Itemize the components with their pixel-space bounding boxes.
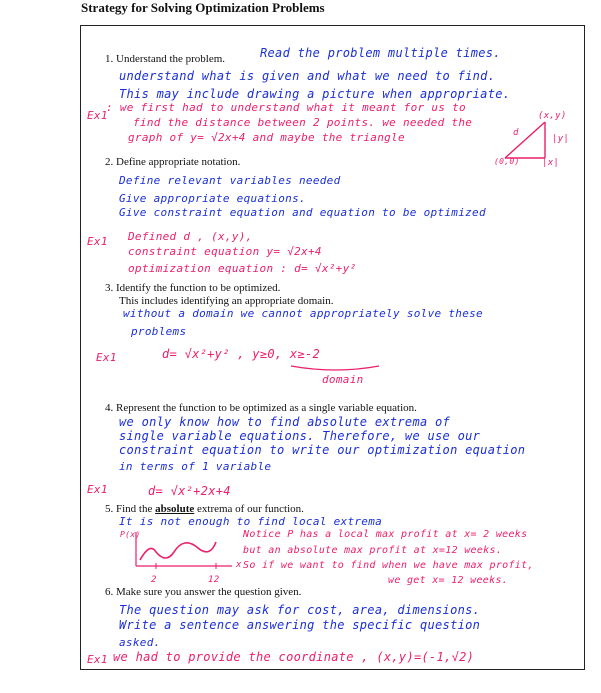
note-step5-a: It is not enough to find local extrema: [119, 515, 383, 528]
step-6: 6. Make sure you answer the question given.: [105, 586, 302, 598]
graph-y-label: P(x): [120, 530, 141, 539]
graph-x-label: x: [236, 560, 242, 570]
note-step5-b: Notice P has a local max profit at x= 2 weeks: [243, 529, 528, 540]
note-step4-d: in terms of 1 variable: [119, 460, 272, 473]
example-4-equation: d= √x²+2x+4: [148, 484, 231, 498]
triangle-point-label: (x,y): [538, 111, 567, 121]
step-3: 3. Identify the function to be optimized.: [105, 282, 281, 294]
example-4-label: Ex1: [87, 483, 108, 496]
note-step1-b: understand what is given and what we need to find.: [119, 69, 496, 83]
step-1: 1. Understand the problem.: [105, 53, 226, 65]
example-2-line-b: constraint equation y= √2x+4: [128, 245, 322, 258]
example-2-label: Ex1: [87, 235, 108, 248]
step-3-subtext: This includes identifying an appropriate domain.: [119, 295, 334, 307]
triangle-y-label: |y|: [552, 134, 570, 144]
graph-tick-12: 12: [208, 575, 220, 585]
page-title: Strategy for Solving Optimization Problems: [81, 0, 325, 15]
graph-tick-2: 2: [151, 575, 157, 585]
example-1-line-c: graph of y= √2x+4 and maybe the triangle: [128, 131, 405, 144]
profit-graph: [132, 528, 242, 580]
step-4: 4. Represent the function to be optimized as a single variable equation.: [105, 402, 417, 414]
example-6-answer: we had to provide the coordinate , (x,y)=(-1,√2): [113, 650, 475, 664]
example-2-line-c: optimization equation : d= √x²+y²: [128, 262, 357, 275]
note-step2-a: Define relevant variables needed: [119, 174, 341, 187]
note-step3-a: without a domain we cannot appropriately solve these: [123, 307, 483, 320]
note-step1-c: This may include drawing a picture when appropriate.: [119, 87, 511, 101]
note-step4-c: constraint equation to write our optimization equation: [119, 443, 526, 457]
example-6-label: Ex1: [87, 653, 108, 666]
note-step6-a: The question may ask for cost, area, dimensions.: [119, 603, 481, 617]
step-5: 5. Find the absolute extrema of our function.: [105, 503, 304, 515]
note-step4-a: we only know how to find absolute extrema of: [119, 415, 451, 429]
example-1-label: Ex1: [87, 109, 108, 122]
note-step4-b: single variable equations. Therefore, we use our: [119, 429, 481, 443]
note-step5-d: So if we want to find when we have max profit,: [243, 560, 534, 571]
example-3-domain-label: domain: [322, 373, 364, 386]
note-step5-c: but an absolute max profit at x=12 weeks.: [243, 545, 503, 556]
example-2-line-a: Defined d , (x,y),: [128, 230, 253, 243]
note-step5-e: we get x= 12 weeks.: [388, 575, 509, 586]
note-step2-b: Give appropriate equations.: [119, 192, 306, 205]
note-step6-b: Write a sentence answering the specific question: [119, 618, 481, 632]
step-2: 2. Define appropriate notation.: [105, 156, 241, 168]
triangle-x-label: |x|: [542, 158, 560, 168]
note-step2-c: Give constraint equation and equation to be optimized: [119, 206, 486, 219]
triangle-origin-label: (0,0): [494, 157, 520, 166]
example-1-line-a: : we first had to understand what it meant for us to: [106, 101, 466, 114]
example-1-line-b: find the distance between 2 points. we needed the: [133, 116, 473, 129]
triangle-d-label: d: [513, 128, 519, 138]
example-3-label: Ex1: [96, 351, 117, 364]
note-step3-b: problems: [131, 325, 187, 338]
example-3-equation: d= √x²+y² , y≥0, x≥-2: [162, 347, 321, 361]
note-step1-a: Read the problem multiple times.: [260, 46, 501, 60]
note-step6-c: asked.: [119, 636, 161, 649]
